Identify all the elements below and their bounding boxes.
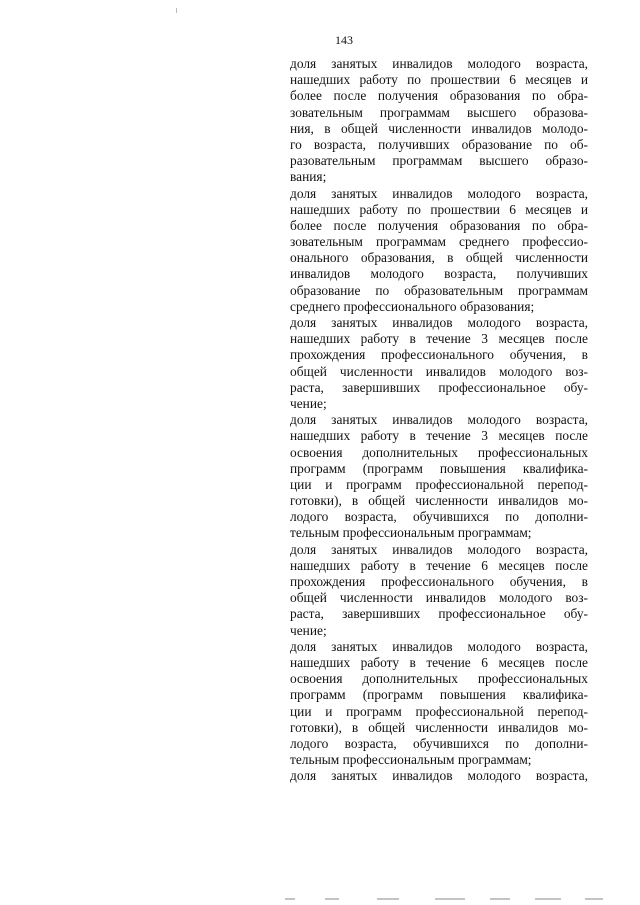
text-line: общей численности инвалидов молодого воз- xyxy=(290,363,588,379)
text-line: нашедших работу в течение 6 месяцев после xyxy=(290,557,588,573)
scan-noise-dash xyxy=(377,898,399,900)
text-line: зовательным программам среднего профессио- xyxy=(290,234,588,250)
text-line: программ (программ повышения квалифика- xyxy=(290,460,588,476)
text-line: нашедших работу в течение 3 месяцев после xyxy=(290,331,588,347)
text-line: доля занятых инвалидов молодого возраста, xyxy=(290,768,588,784)
scan-noise-dash xyxy=(325,898,339,900)
text-line: среднего профессионального образования; xyxy=(290,298,535,314)
text-line: ции и программ профессиональной перепод- xyxy=(290,703,588,719)
scan-artifact-mark xyxy=(176,8,177,13)
text-line: нашедших работу в течение 6 месяцев после xyxy=(290,654,588,670)
text-line: нашедших работу по прошествии 6 месяцев и xyxy=(290,201,588,217)
text-line: более после получения образования по обра- xyxy=(290,88,588,104)
text-line: нашедших работу в течение 3 месяцев после xyxy=(290,428,588,444)
text-line: более после получения образования по обра- xyxy=(290,217,588,233)
text-line: программ (программ повышения квалифика- xyxy=(290,687,588,703)
text-line: освоения дополнительных профессиональных xyxy=(290,671,588,687)
page-number: 143 xyxy=(335,33,353,47)
document-text-column xyxy=(290,56,588,784)
text-line: доля занятых инвалидов молодого возраста, xyxy=(290,412,588,428)
text-line: чение; xyxy=(290,622,327,638)
text-line: прохождения профессионального обучения, в xyxy=(290,347,588,363)
scan-noise-dash xyxy=(585,898,603,900)
scan-artifact-footer xyxy=(285,897,615,901)
scan-noise-dash xyxy=(435,898,465,900)
text-line: раста, завершивших профессиональное обу- xyxy=(290,606,588,622)
text-line: лодого возраста, обучившихся по дополни- xyxy=(290,509,588,525)
text-line: доля занятых инвалидов молодого возраста, xyxy=(290,315,588,330)
text-line: доля занятых инвалидов молодого возраста, xyxy=(290,185,588,201)
text-line: готовки), в общей численности инвалидов мо- xyxy=(290,493,588,509)
text-line: онального образования, в общей численности xyxy=(290,250,588,266)
text-line: нашедших работу по прошествии 6 месяцев и xyxy=(290,72,588,88)
scan-noise-dash xyxy=(285,898,295,900)
text-line: го возраста, получивших образование по об- xyxy=(290,136,588,152)
text-line: доля занятых инвалидов молодого возраста, xyxy=(290,541,588,557)
text-line: тельным профессиональным программам; xyxy=(290,752,532,768)
text-line: раста, завершивших профессиональное обу- xyxy=(290,379,588,395)
text-line: прохождения профессионального обучения, в xyxy=(290,574,588,589)
text-line: ции и программ профессиональной перепод- xyxy=(290,476,588,492)
text-line: доля занятых инвалидов молодого возраста, xyxy=(290,56,588,71)
text-line: разовательным программам высшего образо- xyxy=(290,153,588,169)
text-line: доля занятых инвалидов молодого возраста, xyxy=(290,638,588,654)
text-line: готовки), в общей численности инвалидов мо- xyxy=(290,719,588,735)
text-line: чение; xyxy=(290,395,327,411)
text-line: тельным профессиональным программам; xyxy=(290,525,532,541)
text-line: инвалидов молодого возраста, получивших xyxy=(290,266,588,282)
scan-noise-dash xyxy=(535,898,561,900)
text-line: образование по образовательным программам xyxy=(290,282,588,298)
scan-noise-dash xyxy=(490,898,510,900)
text-line: лодого возраста, обучившихся по дополни- xyxy=(290,735,588,751)
text-line: общей численности инвалидов молодого воз- xyxy=(290,590,588,606)
text-line: вания; xyxy=(290,169,327,185)
text-line: зовательным программам высшего образова- xyxy=(290,104,588,120)
text-line: ния, в общей численности инвалидов молодо- xyxy=(290,120,588,136)
text-line: освоения дополнительных профессиональных xyxy=(290,444,588,460)
